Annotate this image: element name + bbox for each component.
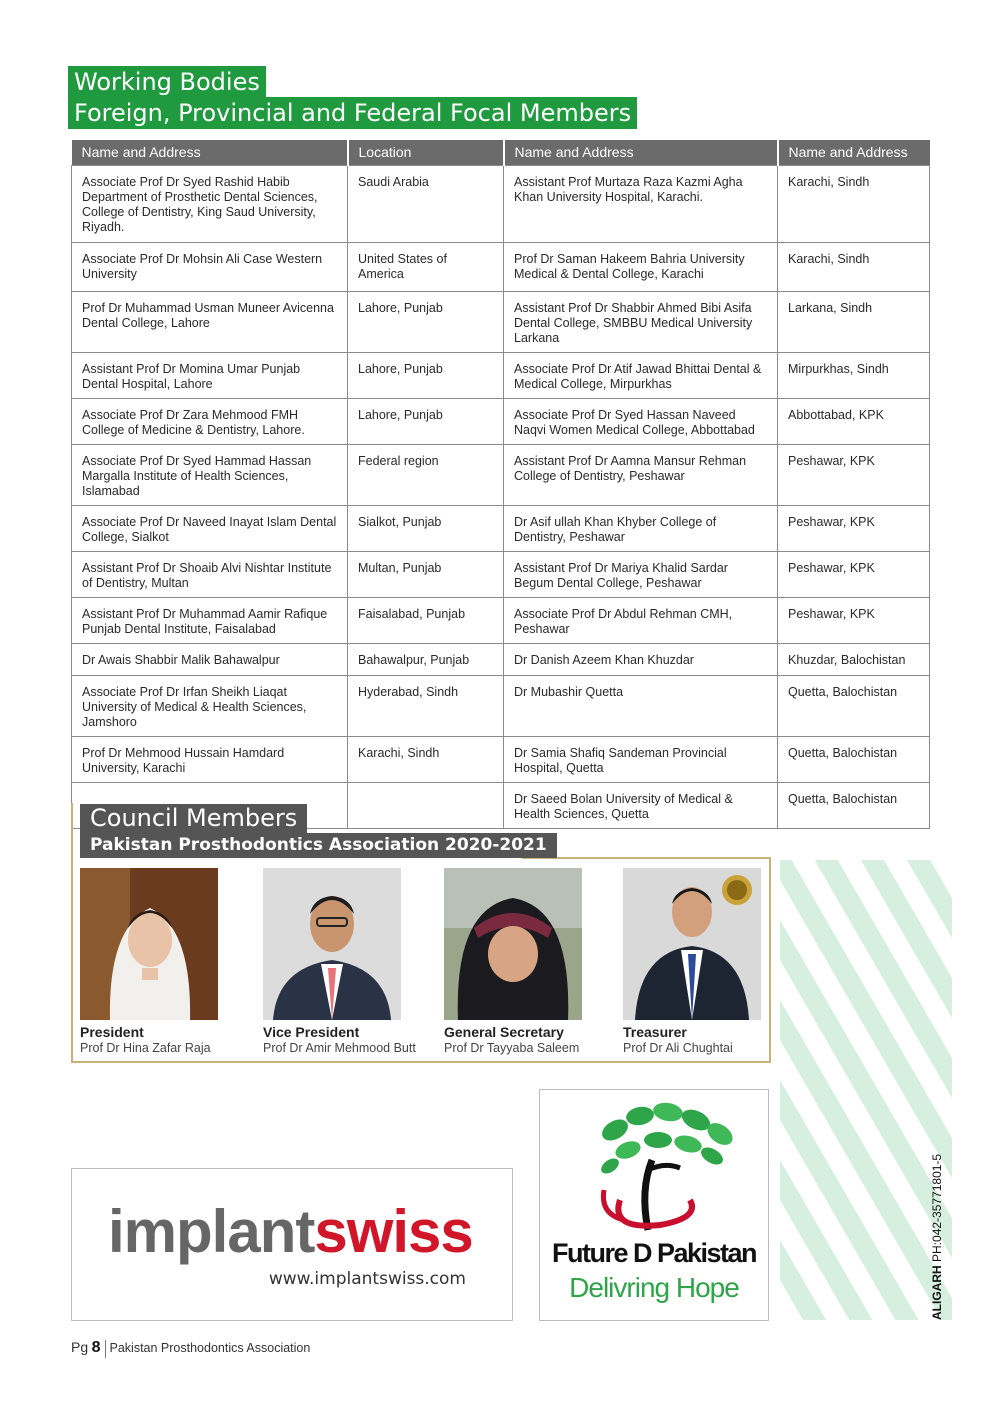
tree-logo-icon (540, 1090, 768, 1240)
implantswiss-logo (108, 1197, 473, 1266)
table-cell: Dr Asif ullah Khan Khyber College of Dentistry, Peshawar (504, 506, 778, 552)
table-cell: Karachi, Sindh (778, 166, 930, 243)
table-cell: Abbottabad, KPK (778, 399, 930, 445)
council-frame-top (522, 857, 771, 859)
focal-members-table (71, 140, 930, 829)
table-row (72, 506, 930, 552)
table-row (72, 598, 930, 644)
member-role: President (80, 1024, 144, 1040)
member-name: Prof Dr Ali Chughtai (623, 1041, 733, 1055)
table-row (72, 644, 930, 676)
table-row (72, 399, 930, 445)
future-d-tagline: Delivring Hope (569, 1272, 739, 1303)
table-cell: Assistant Prof Dr Shabbir Ahmed Bibi Asifa Dental College, SMBBU Medical University Larkana (504, 292, 778, 353)
council-subtitle: Pakistan Prosthodontics Association 2020-2021 (80, 833, 557, 858)
table-cell: Dr Saeed Bolan University of Medical & Health Sciences, Quetta (504, 783, 778, 829)
table-cell: Peshawar, KPK (778, 598, 930, 644)
council-member-treasurer (623, 868, 761, 1055)
table-cell: Associate Prof Dr Syed Hammad Hassan Margalla Institute of Health Sciences, Islamabad (72, 445, 348, 506)
table-cell: United States of America (348, 243, 504, 292)
column-header: Name and Address (504, 140, 778, 166)
council-member-vice-president (263, 868, 416, 1055)
member-name: Prof Dr Hina Zafar Raja (80, 1041, 211, 1055)
table-cell: Prof Dr Saman Hakeem Bahria University Medical & Dental College, Karachi (504, 243, 778, 292)
table-cell: Associate Prof Dr Abdul Rehman CMH, Peshawar (504, 598, 778, 644)
president-photo (80, 868, 218, 1020)
table-cell: Associate Prof Dr Syed Rashid Habib Department of Prosthetic Dental Sciences, College of Dentistry, King Saud University, Riyadh. (72, 166, 348, 243)
table-cell: Assistant Prof Dr Muhammad Aamir Rafique Punjab Dental Institute, Faisalabad (72, 598, 348, 644)
table-cell: Associate Prof Dr Atif Jawad Bhittai Dental & Medical College, Mirpurkhas (504, 353, 778, 399)
brand-part-swiss: swiss (314, 1198, 473, 1265)
member-name: Prof Dr Tayyaba Saleem (444, 1041, 580, 1055)
table-cell: Lahore, Punjab (348, 399, 504, 445)
table-cell: Larkana, Sindh (778, 292, 930, 353)
page-number: 8 (91, 1339, 101, 1356)
table-cell: Associate Prof Dr Irfan Sheikh Liaqat University of Medical & Health Sciences, Jamshoro (72, 676, 348, 737)
studio-name: ALIGARH (930, 1265, 944, 1320)
council-member-general-secretary (444, 868, 582, 1055)
table-cell: Dr Mubashir Quetta (504, 676, 778, 737)
table-cell: Assistant Prof Dr Aamna Mansur Rehman College of Dentistry, Peshawar (504, 445, 778, 506)
table-cell: Peshawar, KPK (778, 445, 930, 506)
council-member-president (80, 868, 218, 1055)
side-credit (930, 1154, 944, 1320)
future-d-name: Future D Pakistan (551, 1238, 757, 1268)
vice-president-photo (263, 868, 401, 1020)
table-row (72, 292, 930, 353)
table-cell: Associate Prof Dr Mohsin Ali Case Western University (72, 243, 348, 292)
table-cell: Dr Awais Shabbir Malik Bahawalpur (72, 644, 348, 676)
table-cell: Lahore, Punjab (348, 292, 504, 353)
page-label: Pg (71, 1339, 89, 1355)
studio-phone: PH:042-35771801-5 (930, 1153, 944, 1262)
table-cell: Karachi, Sindh (778, 243, 930, 292)
table-cell: Prof Dr Mehmood Hussain Hamdard University, Karachi (72, 737, 348, 783)
table-cell: Dr Samia Shafiq Sandeman Provincial Hospital, Quetta (504, 737, 778, 783)
table-cell: Assistant Prof Murtaza Raza Kazmi Agha Khan University Hospital, Karachi. (504, 166, 778, 243)
column-header: Location (348, 140, 504, 166)
future-d-pakistan-ad (539, 1089, 769, 1321)
publication-name: Pakistan Prosthodontics Association (109, 1341, 311, 1355)
table-cell: Federal region (348, 445, 504, 506)
treasurer-photo (623, 868, 761, 1020)
implantswiss-ad (71, 1168, 513, 1321)
page-footer (71, 1339, 310, 1358)
table-cell: Quetta, Balochistan (778, 737, 930, 783)
table-row (72, 243, 930, 292)
table-row (72, 445, 930, 506)
table-cell: Associate Prof Dr Naveed Inayat Islam Dental College, Sialkot (72, 506, 348, 552)
column-header: Name and Address (72, 140, 348, 166)
table-cell: Quetta, Balochistan (778, 783, 930, 829)
table-cell: Mirpurkhas, Sindh (778, 353, 930, 399)
table-cell: Peshawar, KPK (778, 506, 930, 552)
table-row (72, 676, 930, 737)
table-cell: Sialkot, Punjab (348, 506, 504, 552)
member-role: Treasurer (623, 1024, 687, 1040)
table-cell: Karachi, Sindh (348, 737, 504, 783)
table-cell: Hyderabad, Sindh (348, 676, 504, 737)
implantswiss-url: www.implantswiss.com (268, 1269, 466, 1289)
column-header: Name and Address (778, 140, 930, 166)
member-role: Vice President (263, 1024, 360, 1040)
table-cell: Assistant Prof Dr Mariya Khalid Sardar Begum Dental College, Peshawar (504, 552, 778, 598)
section-title-working-bodies: Working Bodies (68, 66, 266, 98)
table-cell: Multan, Punjab (348, 552, 504, 598)
council-title: Council Members (80, 804, 307, 833)
table-row (72, 552, 930, 598)
table-cell: Prof Dr Muhammad Usman Muneer Avicenna Dental College, Lahore (72, 292, 348, 353)
table-row (72, 737, 930, 783)
member-role: General Secretary (444, 1024, 564, 1040)
section-subtitle-focal-members: Foreign, Provincial and Federal Focal Members (68, 97, 637, 129)
table-cell: Faisalabad, Punjab (348, 598, 504, 644)
table-cell: Associate Prof Dr Syed Hassan Naveed Naqvi Women Medical College, Abbottabad (504, 399, 778, 445)
table-cell: Peshawar, KPK (778, 552, 930, 598)
table-cell: Quetta, Balochistan (778, 676, 930, 737)
general-secretary-photo (444, 868, 582, 1020)
table-cell: Khuzdar, Balochistan (778, 644, 930, 676)
decorative-stripes (780, 860, 952, 1320)
table-cell: Assistant Prof Dr Shoaib Alvi Nishtar Institute of Dentistry, Multan (72, 552, 348, 598)
brand-part-implant: implant (108, 1198, 315, 1265)
table-cell: Associate Prof Dr Zara Mehmood FMH College of Medicine & Dentistry, Lahore. (72, 399, 348, 445)
table-row (72, 353, 930, 399)
footer-divider (105, 1340, 106, 1358)
council-frame-right (769, 857, 771, 1063)
table-cell: Saudi Arabia (348, 166, 504, 243)
table-row (72, 166, 930, 243)
table-cell: Assistant Prof Dr Momina Umar Punjab Dental Hospital, Lahore (72, 353, 348, 399)
table-cell: Lahore, Punjab (348, 353, 504, 399)
table-cell: Dr Danish Azeem Khan Khuzdar (504, 644, 778, 676)
table-header-row (72, 140, 930, 166)
member-name: Prof Dr Amir Mehmood Butt (263, 1041, 416, 1055)
table-cell: Bahawalpur, Punjab (348, 644, 504, 676)
